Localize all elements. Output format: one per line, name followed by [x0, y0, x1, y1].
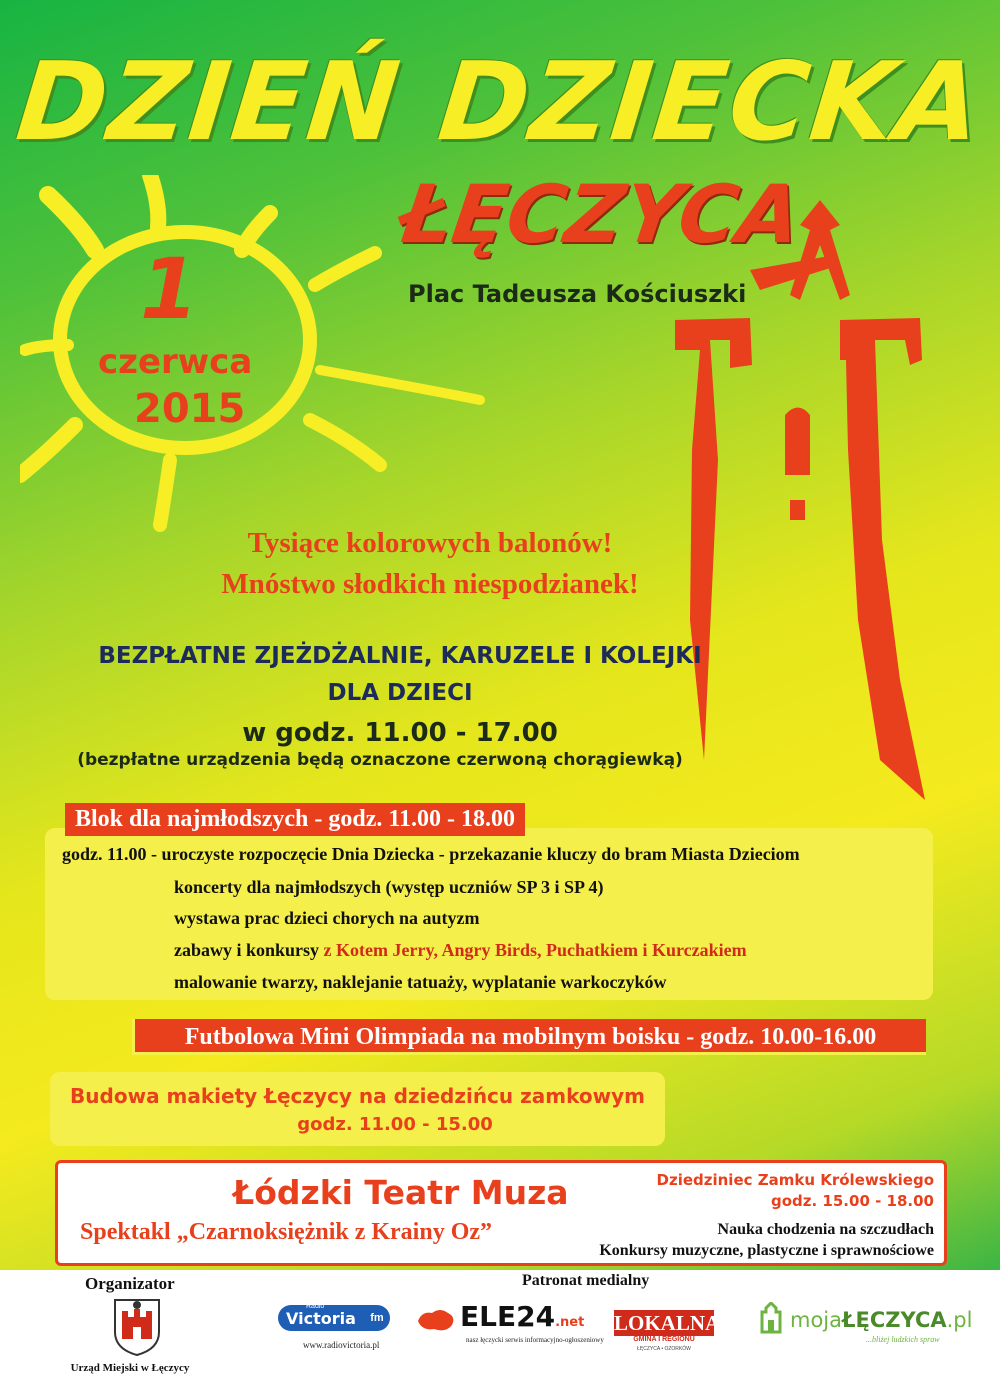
- theatre-extra-contests: Konkursy muzyczne, plastyczne i sprawnościowe: [599, 1242, 934, 1259]
- organizer-label: Organizator: [85, 1274, 175, 1293]
- coat-of-arms-icon: [112, 1297, 162, 1357]
- event-place: Plac Tadeusza Kościuszki: [408, 280, 747, 308]
- moja-leczyca-logo-moja: moja: [790, 1308, 843, 1332]
- young-item-opening: godz. 11.00 - uroczyste rozpoczęcie Dnia Dziecka - przekazanie kluczy do bram Miasta Dzieciom: [62, 844, 800, 864]
- footer: [0, 1270, 1000, 1385]
- lokalna-logo: LOKALNA: [614, 1311, 721, 1335]
- slogan-surprises: Mnóstwo słodkich niespodzianek!: [221, 568, 639, 600]
- moja-leczyca-tower-icon: [756, 1302, 786, 1336]
- theatre-extra-stilts: Nauka chodzenia na szczudłach: [717, 1221, 934, 1238]
- media-label: Patronat medialny: [522, 1272, 650, 1289]
- young-item-games-characters: z Kotem Jerry, Angry Birds, Puchatkiem i Kurczakiem: [323, 940, 747, 960]
- lokalna-towns: ŁĘCZYCA • OZORKÓW: [637, 1346, 691, 1352]
- victoria-logo-text: Victoria: [286, 1309, 356, 1328]
- theatre-venue: Dziedziniec Zamku Królewskiego: [656, 1171, 934, 1189]
- young-item-concerts: koncerty dla najmłodszych (występ uczniów SP 3 i SP 4): [174, 877, 604, 897]
- victoria-logo-radio: Radio: [306, 1303, 325, 1310]
- theatre-hours: godz. 15.00 - 18.00: [771, 1192, 934, 1210]
- free-rides-line2: DLA DZIECI: [327, 680, 473, 706]
- football-banner: Futbolowa Mini Olimpiada na mobilnym boisku - godz. 10.00-16.00: [132, 1019, 926, 1055]
- victoria-fm-badge: fm: [364, 1305, 390, 1331]
- theatre-show: Spektakl „Czarnoksiężnik z Krainy Oz”: [80, 1219, 493, 1245]
- victoria-url: www.radiovictoria.pl: [303, 1340, 380, 1350]
- city-title: ŁĘCZYCA: [393, 168, 807, 261]
- model-hours: godz. 11.00 - 15.00: [297, 1114, 493, 1135]
- lokalna-subtitle: GMINA I REGIONU: [633, 1336, 695, 1343]
- organizer-name: Urząd Miejski w Łęczycy: [70, 1362, 190, 1374]
- slogan-balloons: Tysiące kolorowych balonów!: [247, 527, 613, 559]
- page-title: DZIEŃ DZIECKA: [11, 40, 989, 165]
- young-item-facepaint: malowanie twarzy, naklejanie tatuaży, wyplatanie warkoczyków: [174, 972, 667, 992]
- ele24-logo-text: ELE24: [460, 1300, 556, 1333]
- young-item-games: [174, 940, 747, 961]
- date-month: czerwca: [98, 342, 253, 382]
- moja-leczyca-logo: [790, 1308, 972, 1332]
- moja-leczyca-logo-leczyca: ŁĘCZYCA: [842, 1308, 947, 1332]
- ele24-tagline: nasz łęczycki serwis informacyjno-ogłoszeniowy: [466, 1336, 604, 1344]
- date-day: 1: [140, 240, 199, 338]
- ele24-logo-suffix: .net: [555, 1315, 585, 1330]
- ele24-logo: [460, 1300, 584, 1333]
- young-item-exhibition: wystawa prac dzieci chorych na autyzm: [174, 908, 480, 928]
- free-rides-note: (bezpłatne urządzenia będą oznaczone czerwoną chorągiewką): [77, 750, 683, 770]
- model-title: Budowa makiety Łęczycy na dziedzińcu zamkowym: [70, 1084, 645, 1108]
- theatre-box: [55, 1160, 947, 1266]
- young-item-games-text: zabawy i konkursy: [174, 940, 320, 960]
- ele24-map-icon: [416, 1307, 456, 1333]
- moja-leczyca-logo-domain: .pl: [946, 1308, 973, 1332]
- date-year: 2015: [134, 386, 246, 432]
- theatre-name: Łódzki Teatr Muza: [233, 1173, 569, 1212]
- young-block-header: Blok dla najmłodszych - godz. 11.00 - 18.00: [65, 803, 525, 836]
- free-rides-line1: BEZPŁATNE ZJEŻDŻALNIE, KARUZELE I KOLEJKI: [98, 643, 702, 669]
- moja-leczyca-tagline: ...bliżej ludzkich spraw: [866, 1335, 940, 1344]
- free-rides-hours: w godz. 11.00 - 17.00: [242, 718, 558, 748]
